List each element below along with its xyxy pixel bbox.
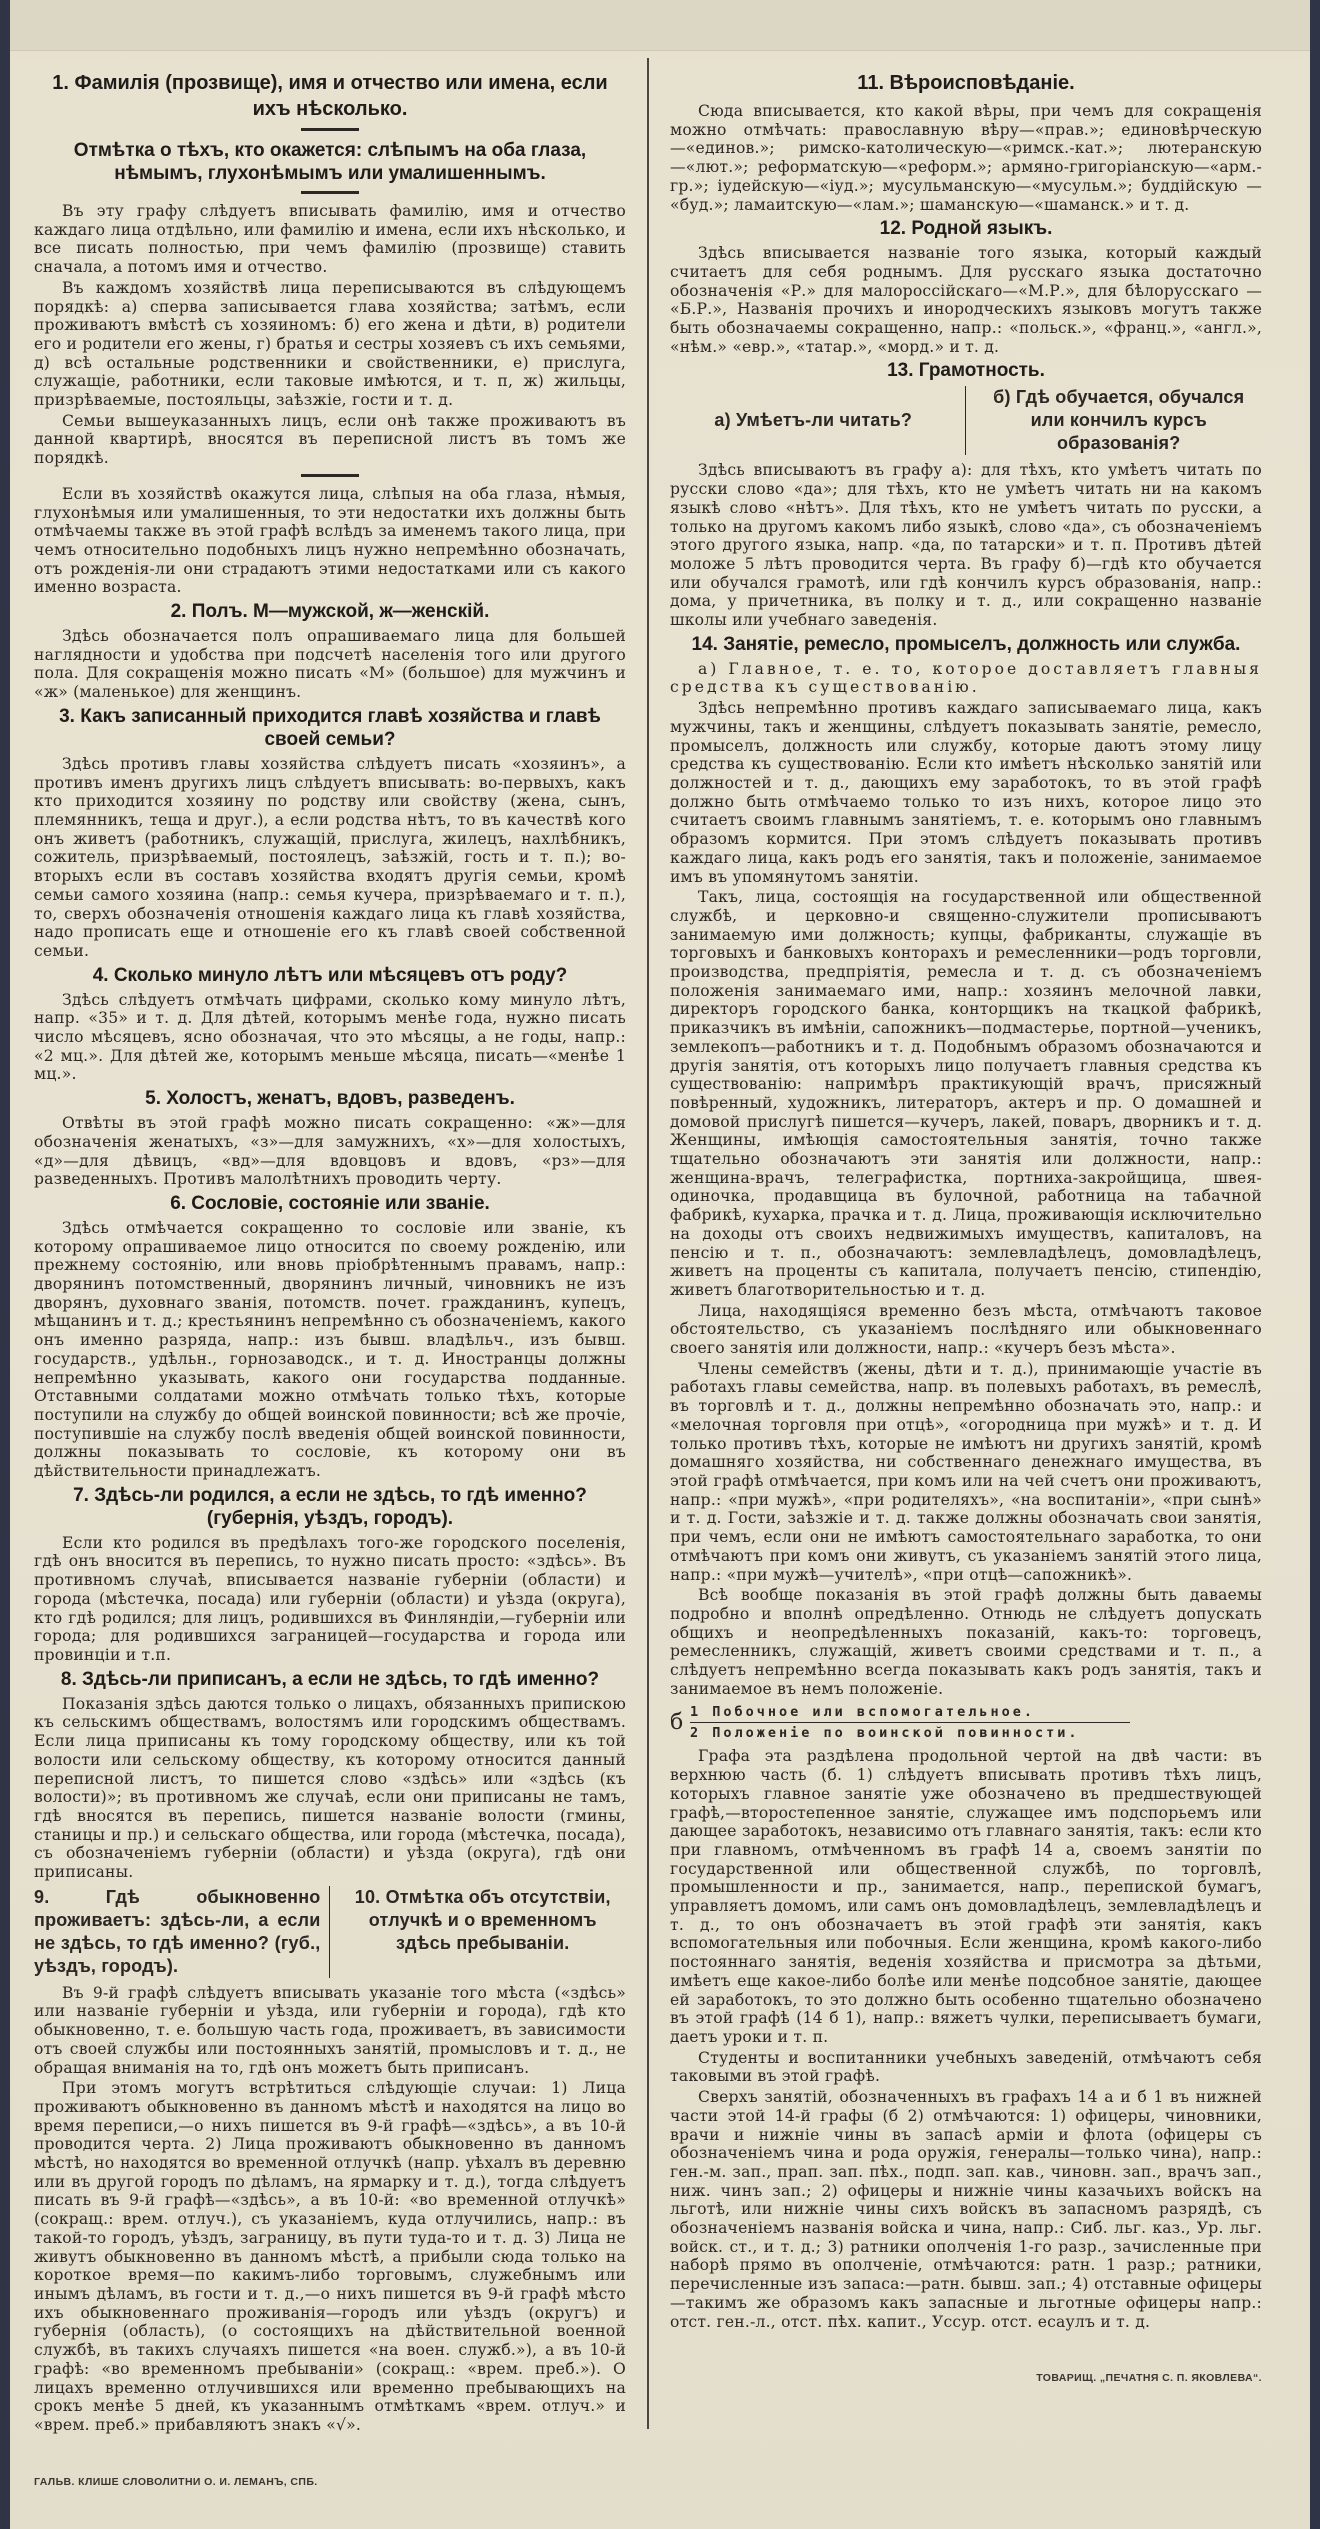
left-column (34, 64, 626, 2489)
section-heading: 4. Сколько минуло лѣтъ или мѣсяцевъ отъ роду? (92, 964, 568, 986)
section-heading: 11. Вѣроисповѣданіе. (857, 72, 1075, 94)
split-heading-left: а) Умѣетъ-ли читать? (670, 386, 966, 455)
paragraph: Отвѣты въ этой графѣ можно писать сокращенно: «ж»—для обозначенія женатыхъ, «з»—для замужнихъ, «х»—для холостыхъ, «д»—для дѣвицъ, «вд»—для вдовцовъ и вдовъ, «рз»—для разведенныхъ. Противъ малолѣтнихъ проводить черту. (34, 1114, 626, 1189)
paragraph: Семьи вышеуказанныхъ лицъ, если онѣ также проживаютъ въ данной квартирѣ, вносятся въ переписной листъ въ томъ же порядкѣ. (34, 411, 626, 468)
subsection-b1-heading: 1 Побочное или вспомогательное. (690, 1702, 1130, 1723)
paragraph: Сверхъ занятій, обозначенныхъ въ графахъ 14 а и б 1 въ нижней части этой 14-й графы (б 2) отмѣчаются: 1) офицеры, чиновники, врачи и нижніе чины въ запасѣ арміи и флота (офицеры съ обозначеніемъ чина и рода оружія, генералы—только чина), напр.: ген.-м. зап., прап. зап. пѣх., подп. зап. кав., чиновн. зап., врачъ зап., ниж. чинъ зап.; 2) офицеры и нижніе чины казачьихъ войскъ на льготѣ, или нижніе чины сихъ войскъ въ запасномъ разрядѣ, съ обозначеніемъ названія войска и чина, напр.: Сиб. льг. каз., Ур. льг. войск. ст., и т. д.; 3) ратники ополченія 1-го разр., зачисленные при наборѣ прямо въ ополченіе, отмѣчаются: ратн. 1 разр.; ратники, перечисленные изъ запаса:—ратн. бывш. зап.; 4) отставные офицеры—такимъ же образомъ какъ запасные и льготные офицеры напр.: отст. ген.-л., отст. пѣх. капит., Уссур. отст. есаулъ и т. д. (670, 2088, 1262, 2331)
paragraph: Здѣсь вписывается названіе того языка, который каждый считаетъ для себя роднымъ. Для русскаго языка достаточно обозначенія «Р.» для малороссійскаго—«М.Р.», для бѣлорусскаго — «Б.Р.», Названія прочихъ и инородческихъ языковъ могутъ также быть обозначаемы сокращенно, напр.: «польск.», «франц.», «англ.», «нѣм.» «евр.», «татар.», «морд.» и т. д. (670, 244, 1262, 356)
paragraph: Члены семействъ (жены, дѣти и т. д.), принимающіе участіе въ работахъ главы семейства, напр. въ полевыхъ работахъ, въ ремеслѣ, въ торговлѣ и т. д., должны непремѣнно обозначать это, напр.: и «мелочная торговля при отцѣ», «огородница при мужѣ» и т. д. И только противъ тѣхъ, которые не имѣютъ ни другихъ занятій, кромѣ домашняго хозяйства, ни собственнаго денежнаго имущества, въ этой графѣ отмѣчается, при комъ или на чей счетъ они проживаютъ, напр.: «при мужѣ», «при родителяхъ», «на воспитаніи», «при сынѣ» и т. д. Гости, заѣзжіе и т. д. также должны обозначать свои занятія, при чемъ, если они не имѣютъ самостоятельнаго заработка, то они отмѣчаютъ при комъ они живутъ, съ указаніемъ занятій этого лица, напр.: «при мужѣ—учителѣ», «при отцѣ—сапожникѣ». (670, 1359, 1262, 1584)
paragraph: Въ эту графу слѣдуетъ вписывать фамилію, имя и отчество каждаго лица отдѣльно, или фамилію и имена, если ихъ нѣсколько, и все писать полностью, при чемъ фамилію (прозвище) ставить сначала, а потомъ имя и отчество. (34, 202, 626, 277)
paragraph: Здѣсь слѣдуетъ отмѣчать цифрами, сколько кому минуло лѣтъ, напр. «35» и т. д. Для дѣтей, которымъ менѣе года, нужно писать число мѣсяцевъ, ясно обозначая, что это мѣсяцы, а не годы, напр.: «2 мц.». Для дѣтей же, которымъ меньше мѣсяца, писать—«менѣе 1 мц.». (34, 990, 626, 1084)
section-heading: 2. Полъ. М—мужской, ж—женскій. (170, 601, 490, 623)
right-column (670, 64, 1262, 2385)
paragraph: Такъ, лица, состоящія на государственной или общественной службѣ, и церковно-и священно-служители прописываютъ занимаемую ими должность; купцы, фабриканты, служащіе въ торговыхъ и банковыхъ конторахъ и ремесленники—родъ торговли, производства, предпріятія, ремесла и т. д. съ обозначеніемъ положенія занимаемаго ими, напр.: хозяинъ мелочной лавки, директоръ городского банка, конторщикъ на ткацкой фабрикѣ, приказчикъ въ имѣніи, сапожникъ—подмастерье, портной—ученикъ, землекопъ—работникъ и т. д. Подобнымъ образомъ обозначаются и другія занятія, отъ которыхъ лицо получаетъ главныя средства къ существованію: напримѣръ практикующій врачъ, присяжный повѣренный, художникъ, литераторъ, актеръ и пр. О домашней и домовой прислугѣ пишется—кучеръ, лакей, поваръ, дворникъ и т. д. Женщины, имѣющія самостоятельныя занятія, точно также тщательно обозначаютъ эти занятія или должности, напр.: женщина-врачъ, телеграфистка, портниха-закройщица, швея-одиночка, продавщица въ булочной, работница на табачной фабрикѣ, кухарка, прачка и т. д. Лица, проживающія исключительно на доходы отъ своихъ недвижимыхъ имуществъ, капиталовъ, на пенсію и т. п., обозначаютъ: землевладѣлецъ, домовладѣлецъ, живетъ на проценты съ капитала, получаетъ пенсію, стипендію, живетъ благотворительностью и т. д. (670, 888, 1262, 1299)
paragraph: Лица, находящіяся временно безъ мѣста, отмѣчаютъ таковое обстоятельство, съ указаніемъ послѣдняго или обыкновеннаго своего занятія или должности, напр.: «кучеръ безъ мѣста». (670, 1301, 1262, 1358)
subsection-b-label: б (670, 1709, 684, 1735)
section-heading: 13. Грамотность. (887, 360, 1045, 382)
paragraph: Здѣсь отмѣчается сокращенно то сословіе или званіе, къ которому опрашиваемое лицо относится по своему рожденію, или прежнему состоянію, или вновь пріобрѣтеннымъ правамъ, напр.: дворянинъ потомственный, дворянинъ личный, чиновникъ не изъ дворянъ, духовнаго званія, потомств. почет. гражданинъ, купецъ, мѣщанинъ и т. д.; крестьянинъ непремѣнно съ обозначеніемъ, какого онъ именно разряда, напр.: изъ бывш. владѣльч., изъ бывш. государств., удѣльн., горнозаводск., и т. д. Иностранцы должны непремѣнно указывать, какого они государства подданные. Отставными солдатами можно отмѣчать только тѣхъ, которые поступили на службу до общей воинской повинности; всѣ же прочіе, поступившіе на службу послѣ введенія общей воинской повинности, должны показывать то сословіе, къ которому они въ дѣйствительности принадлежатъ. (34, 1218, 626, 1481)
census-instruction-sheet (10, 0, 1310, 2529)
paragraph: Студенты и воспитанники учебныхъ заведеній, отмѣчаютъ себя таковыми въ этой графѣ. (670, 2048, 1262, 2086)
paragraph: При этомъ могутъ встрѣтиться слѣдующіе случаи: 1) Лица проживаютъ обыкновенно въ данномъ мѣстѣ и находятся на лицо во время переписи,—о нихъ пишется въ 9-й графѣ—«здѣсь», а въ 10-й проводится черта. 2) Лица проживаютъ обыкновенно въ данномъ мѣстѣ, но находятся во временной отлучкѣ (напр. уѣхалъ въ деревню или въ другой городъ по дѣламъ, на ярмарку и т. д.), тогда слѣдуетъ писать въ 9-й графѣ—«здѣсь», а въ 10-й: «во временной отлучкѣ» (сокращ.: врем. отлуч.), съ указаніемъ, куда отлучились, напр.: въ такой-то городъ, уѣздъ, заграницу, въ пути туда-то и т. д. 3) Лица не живутъ обыкновенно въ данномъ мѣстѣ, а прибыли сюда только на короткое время—по какимъ-либо торговымъ, служебнымъ или инымъ дѣламъ, въ гости и т. д.,—о нихъ пишется въ 9-й графѣ мѣсто ихъ обыкновеннаго проживанія—городъ или уѣздъ (округъ) и губернія (область), (о состоящихъ на дѣйствительной военной службѣ, въ такихъ случаяхъ пишется «на воен. служб.»), а въ 10-й графѣ: «во временномъ пребываніи» (сокращ.: «врем. преб.»). О лицахъ временно отлучившихся или временно пребывающихъ на срокъ менѣе 5 дней, къ указаннымъ отмѣткамъ «врем. отлуч.» и «врем. преб.» прибавляютъ знакъ «√». (34, 2079, 626, 2434)
separator-rule (301, 474, 359, 477)
split-heading-right: б) Гдѣ обучается, обучался или кончилъ курсъ образованія? (993, 387, 1245, 454)
paragraph: Здѣсь непремѣнно противъ каждаго записываемаго лица, какъ мужчины, такъ и женщины, слѣдуетъ показывать занятіе, ремесло, промыселъ, должность или службу, которые даютъ этому лицу средства къ существованію. Если кто имѣетъ нѣсколько занятій или должностей и т. д., дающихъ ему заработокъ, то въ этой графѣ должно быть отмѣчаемо только то изъ нихъ, которое лицо это считаетъ своимъ главнымъ занятіемъ, т. е. которымъ оно главнымъ образомъ кормится. При этомъ слѣдуетъ показывать противъ каждаго лица, какъ родъ его занятія, такъ и положеніе, занимаемое имъ въ упомянутомъ занятіи. (670, 699, 1262, 886)
section-heading: 7. Здѣсь-ли родился, а если не здѣсь, то гдѣ именно? (губернія, уѣздъ, городъ). (73, 1484, 587, 1529)
split-heading (670, 386, 1262, 455)
section-heading: 12. Родной языкъ. (879, 218, 1053, 240)
column-divider (647, 58, 649, 2429)
split-heading-right: 10. Отмѣтка объ отсутствіи, отлучкѣ и о временномъ здѣсь пребываніи. (354, 1886, 611, 1953)
printer-imprint-left: ГАЛЬВ. КЛИШЕ СЛОВОЛИТНИ О. И. ЛЕМАНЪ, СПБ. (34, 2475, 318, 2488)
top-margin (10, 0, 1310, 51)
printer-imprint-right: ТОВАРИЩ. „ПЕЧАТНЯ С. П. ЯКОВЛЕВА“. (1036, 2372, 1262, 2385)
paragraph: Здѣсь противъ главы хозяйства слѣдуетъ писать «хозяинъ», а противъ именъ другихъ лицъ слѣдуетъ вписывать: во-первыхъ, какъ кто приходится хозяину по родству или свойству (жена, сынъ, племянникъ, теща и друг.), а если родства нѣтъ, то въ качествѣ кого онъ живетъ (работникъ, служащій, прислуга, жилецъ, нахлѣбникъ, сожитель, призрѣваемый, постоялецъ, заѣзжій, гость и т. п.); во-вторыхъ если въ составъ хозяйства входятъ другія семьи, кромѣ семьи самого хозяина (напр.: семья кучера, призрѣваемаго и т. п.), то, сверхъ обозначенія отношенія каждаго лица къ главѣ хозяйства, надо прописать еще и отношеніе его къ главѣ своей собственной семьи. (34, 754, 626, 960)
section-heading: 8. Здѣсь-ли приписанъ, а если не здѣсь, то гдѣ именно? (60, 1668, 600, 1690)
subsection-b-rows (690, 1702, 1130, 1743)
section-heading: 14. Занятіе, ремесло, промыселъ, должность или служба. (691, 633, 1241, 655)
section-heading: Отмѣтка о тѣхъ, кто окажется: слѣпымъ на оба глаза, нѣмымъ, глухонѣмымъ или умалишеннымъ. (73, 140, 587, 184)
paragraph: Всѣ вообще показанія въ этой графѣ должны быть даваемы подробно и вполнѣ опредѣленно. Отнюдь не слѣдуетъ допускать общихъ и неопредѣленныхъ показаній, какъ-то: торговецъ, ремесленникъ, служащій, живетъ своими средствами и т. п., а слѣдуетъ непремѣнно всегда показывать какъ родъ занятія, такъ и занимаемое въ немъ положеніе. (670, 1586, 1262, 1698)
paragraph: Здѣсь обозначается полъ опрашиваемаго лица для большей наглядности и удобства при подсчетѣ населенія того или другого пола. Для сокращенія можно писать «М» (большое) для мужчинъ и «ж» (маленькое) для женщинъ. (34, 627, 626, 702)
paragraph: Показанія здѣсь даются только о лицахъ, обязанныхъ припискою къ сельскимъ обществамъ, волостямъ или городскимъ обществамъ. Если лица приписаны къ тому городскому обществу, или къ той волости или сельскому обществу, къ которому относится данный переписной листъ, то пишется слово «здѣсь» или «здѣсь (къ волости)»; въ противномъ же случаѣ, если они приписаны не тамъ, гдѣ вносятся въ перепись, пишется названіе волости (гмины, станицы и пр.) и сельскаго общества, или города (мѣстечка, посада), съ обозначеніемъ губерніи (области) и уѣзда (округа), гдѣ они приписаны. (34, 1694, 626, 1882)
paragraph: Графа эта раздѣлена продольной чертой на двѣ части: въ верхнюю часть (б. 1) слѣдуетъ вписывать противъ тѣхъ лицъ, которыхъ главное занятіе уже обозначено въ предшествующей графѣ,—второстепенное занятіе, служащее имъ подспорьемъ или дающее заработокъ, независимо отъ главнаго занятія, такъ: если кто при главномъ, отмѣченномъ въ графѣ 14 а, своемъ занятіи по государственной или общественной службѣ, по торговлѣ, промышленности и пр., занимается, напр., перепиской бумагъ, управляетъ домомъ, или самъ онъ домовладѣлецъ, землевладѣлецъ и т. д., то онъ обозначаетъ въ этой графѣ эти занятія, какъ вспомогательныя или побочныя. Если женщина, кромѣ какого-либо постояннаго занятія, веденія хозяйства и присмотра за дѣтьми, имѣетъ еще какое-либо болѣе или менѣе подсобное занятіе, дающее ей заработокъ, то это должно быть особенно тщательно обозначено въ этой графѣ (14 б 1), напр.: вяжетъ чулки, переписываетъ бумаги, даетъ уроки и т. п. (670, 1747, 1262, 2046)
paragraph: Въ 9-й графѣ слѣдуетъ вписывать указаніе того мѣста («здѣсь» или названіе губерніи и уѣзда, или губерніи и города), гдѣ кто обыкновенно, т. е. большую часть года, проживаетъ, въ зависимости отъ своей службы или постоянныхъ занятій, промысловъ и т. д., не обращая вниманія на то, гдѣ онъ можетъ быть приписанъ. (34, 1983, 626, 2077)
paragraph: Сюда вписывается, кто какой вѣры, при чемъ для сокращенія можно отмѣчать: православную вѣру—«прав.»; единовѣрческую—«единов.»; римско-католическую—«римск.-кат.»; лютеранскую—«лют.»; реформатскую—«реформ.»; армяно-григоріанскую—«арм.-гр.»; іудейскую—«іуд.»; мусульманскую—«мусульм.»; буддійскую — «буд.»; ламаитскую—«лам.»; шаманскую—«шаманск.» и т. д. (670, 102, 1262, 214)
paragraph: Въ каждомъ хозяйствѣ лица переписываются въ слѣдующемъ порядкѣ: а) сперва записывается глава хозяйства; затѣмъ, если проживаютъ вмѣстѣ съ хозяиномъ: б) его жена и дѣти, в) родители его и родители его жены, г) братья и сестры хозяевъ съ ихъ семьями, д) всѣ остальные родственники и свойственники, е) прислуга, служащіе, работники, если таковые имѣются, и т. п, ж) жильцы, призрѣваемые, постояльцы, заѣзжіе, гости и т. д. (34, 278, 626, 410)
subsection-b-heading (670, 1702, 1262, 1743)
subsection-heading: а) Главное, т. е. то, которое доставляетъ главныя средства къ существованію. (670, 659, 1262, 697)
split-heading-left: 9. Гдѣ обыкновенно проживаетъ: здѣсь-ли, а если не здѣсь, то гдѣ именно? (губ., уѣздъ, городъ). (34, 1886, 330, 1978)
section-heading: 6. Сословіе, состояніе или званіе. (170, 1192, 490, 1214)
left-column-content (34, 70, 626, 2435)
section-heading: 5. Холостъ, женатъ, вдовъ, разведенъ. (145, 1088, 515, 1110)
paragraph: Если кто родился въ предѣлахъ того-же городского поселенія, гдѣ онъ вносится въ перепись, то нужно писать просто: «здѣсь». Въ противномъ случаѣ, вписывается названіе губерніи (области) и города (мѣстечка, посада) или губерніи (области) и уѣзда (округа), кто гдѣ родился; для лицъ, родившихся въ Финляндіи,—губерніи или города; для родившихся заграницей—государства и города или провинціи и т.п. (34, 1533, 626, 1664)
section-heading: 3. Какъ записанный приходится главѣ хозяйства и главѣ своей семьи? (59, 705, 601, 750)
section-heading: 1. Фамилія (прозвище), имя и отчество или имена, если ихъ нѣсколько. (52, 72, 608, 120)
subsection-b2-heading: 2 Положеніе по воинской повинности. (690, 1725, 1080, 1742)
separator-rule (301, 128, 359, 131)
separator-rule (301, 191, 359, 194)
paragraph: Здѣсь вписываютъ въ графу а): для тѣхъ, кто умѣетъ читать по русски слово «да»; для тѣхъ, кто не умѣетъ читать ни на какомъ языкѣ слово «нѣтъ». Для тѣхъ, кто не умѣетъ читать по русски, а только на другомъ какомъ либо языкѣ, слово «да», съ обозначеніемъ этого другого языка, напр. «да, по татарски» и т. п. Противъ дѣтей моложе 5 лѣтъ проводится черта. Въ графу б)—гдѣ кто обучается или обучался грамотѣ, или гдѣ кончилъ курсъ образованія, напр.: дома, у причетника, въ полку и т. д., или сокращенно названіе школы или учебнаго заведенія. (670, 461, 1262, 630)
paragraph: Если въ хозяйствѣ окажутся лица, слѣпыя на оба глаза, нѣмыя, глухонѣмыя или умалишенныя, то эти недостатки ихъ должны быть отмѣчаемы также въ этой графѣ вслѣдъ за именемъ такого лица, при чемъ относительно подобныхъ лицъ нужно непремѣнно обозначать, отъ рожденія-ли они страдаютъ этими недостатками или съ какого именно возраста. (34, 484, 626, 597)
split-heading (34, 1886, 626, 1978)
right-column-content (670, 70, 1262, 2331)
